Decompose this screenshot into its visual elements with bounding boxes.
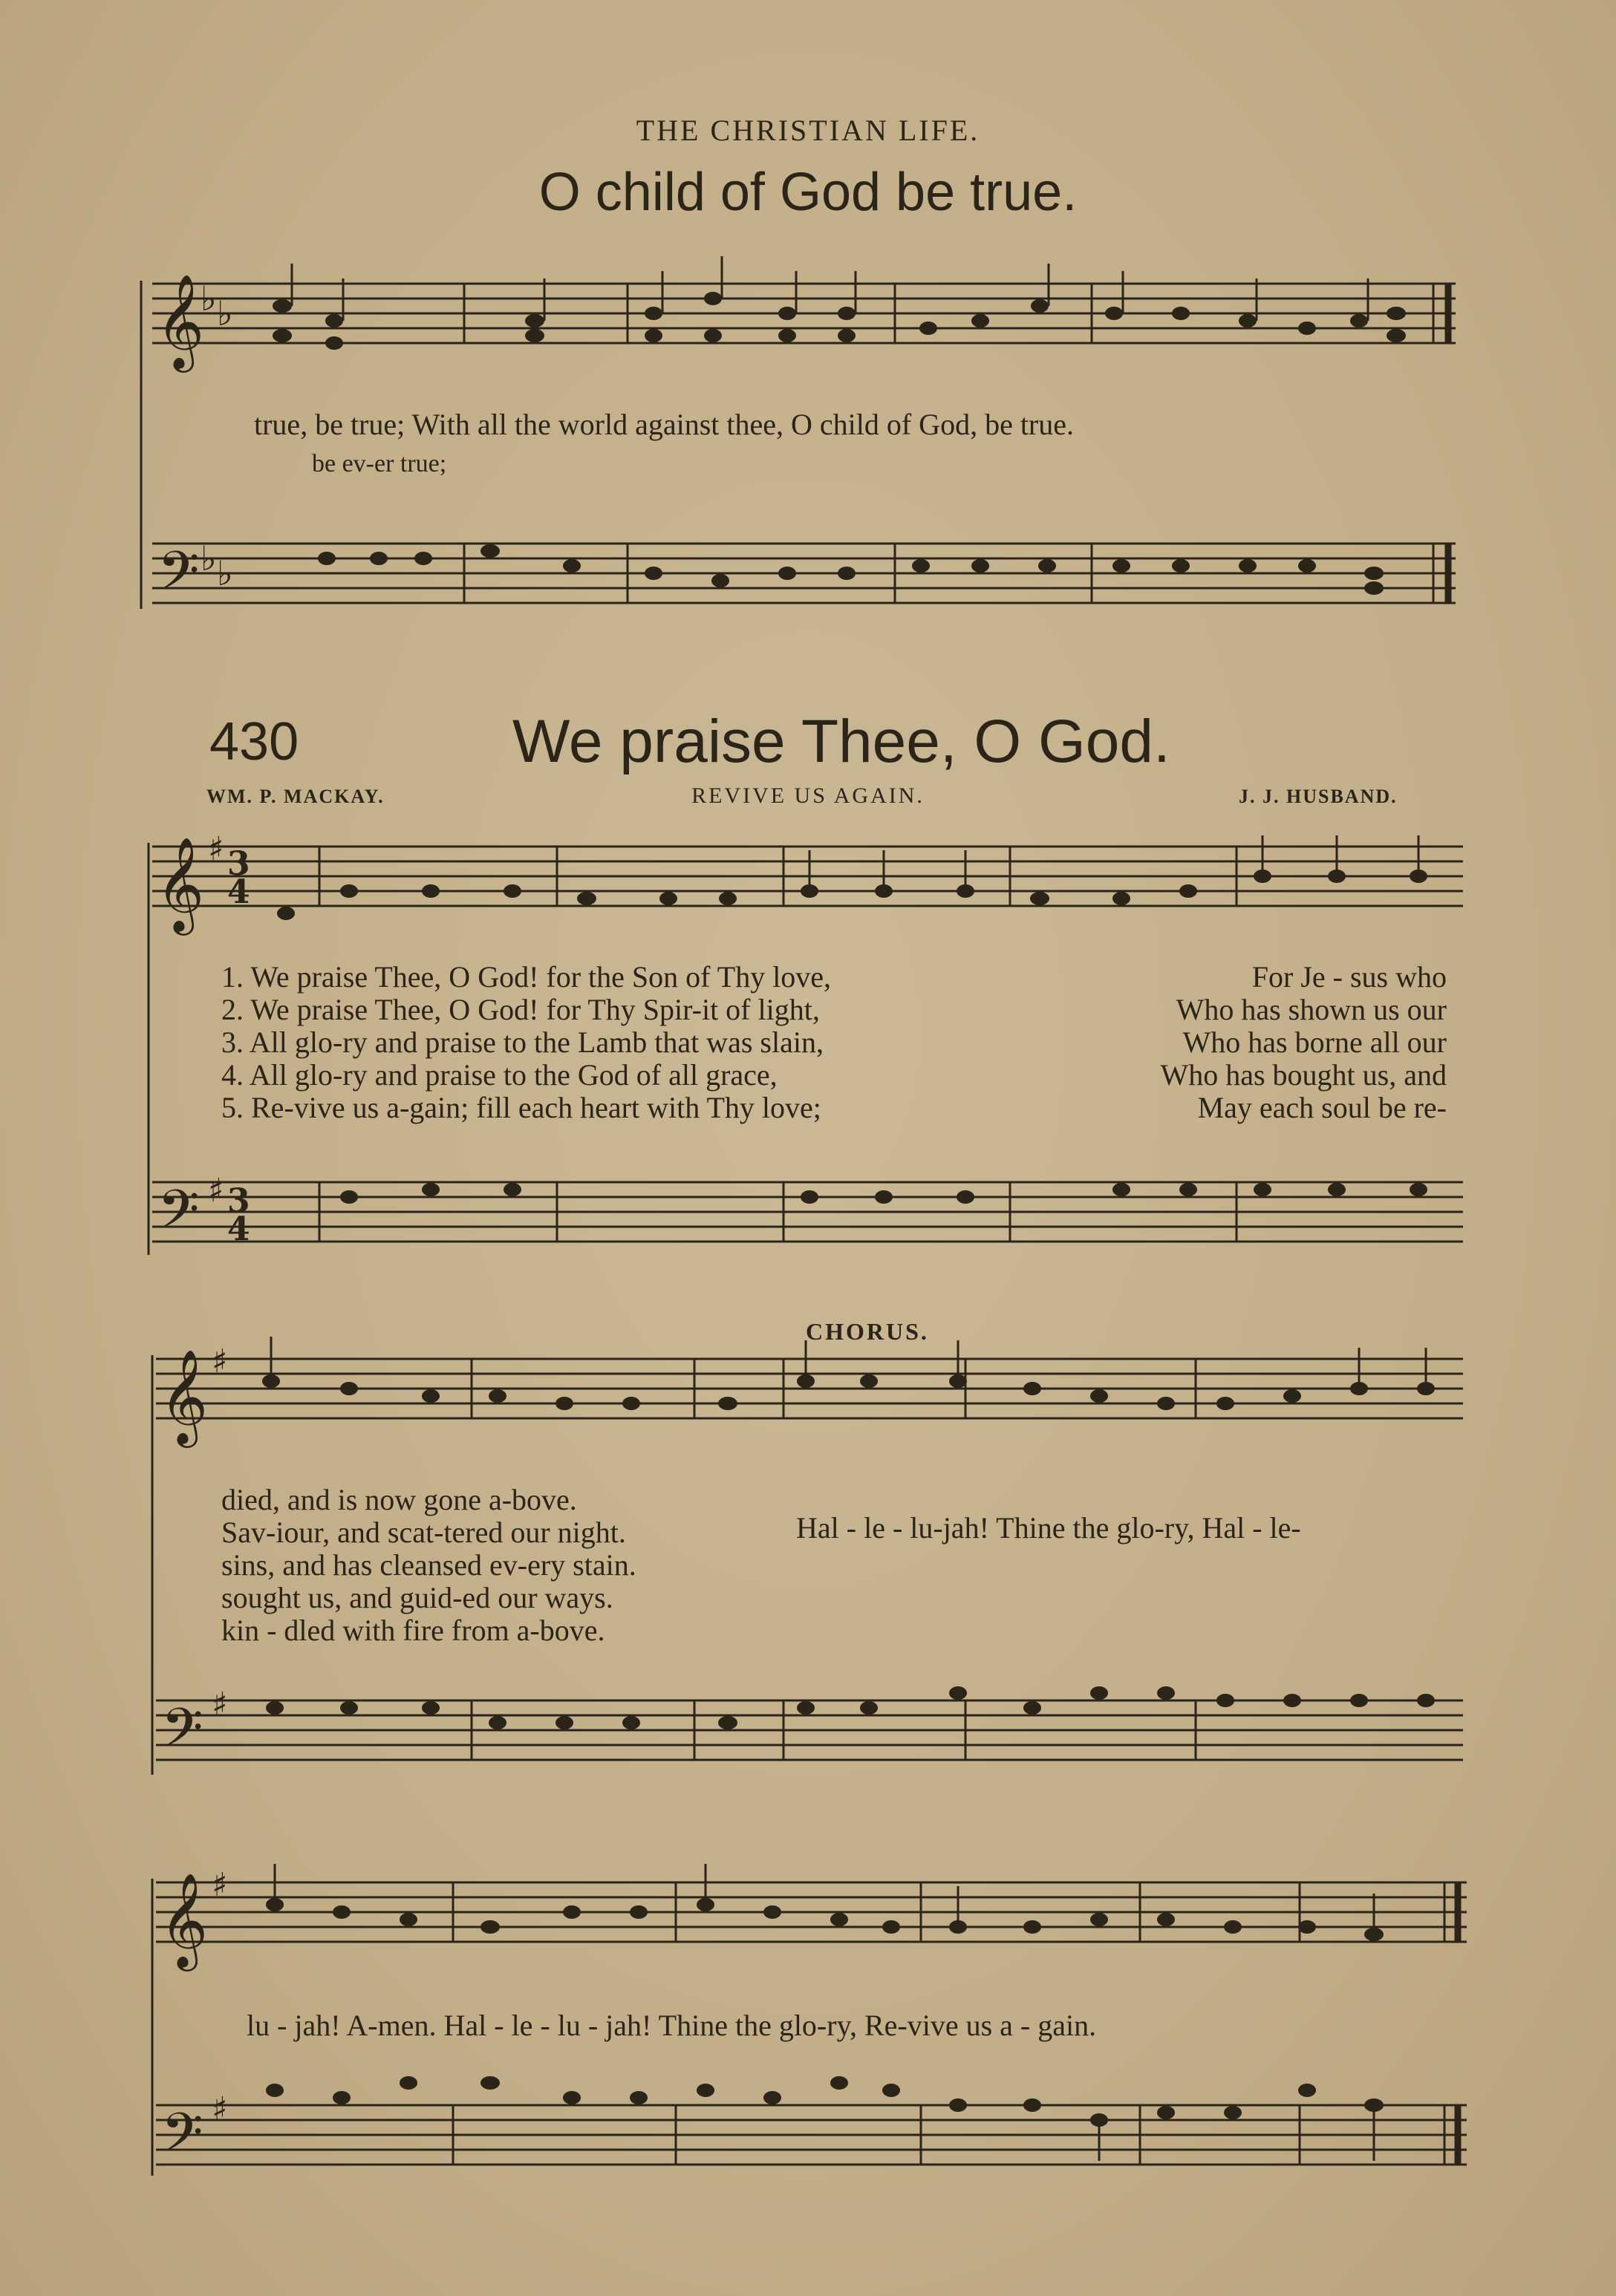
verse-ending: sins, and has cleansed ev-ery stain.: [221, 1548, 636, 1582]
verse-line: 2. We praise Thee, O God! for Thy Spir-it of light, Who has shown us our: [221, 993, 1447, 1026]
author-credit: WM. P. MACKAY.: [206, 786, 385, 807]
hymn-number: 430: [209, 712, 299, 772]
chorus-line: Hal - le - lu-jah! Thine the glo-ry, Hal - le-: [796, 1511, 1301, 1545]
svg-text:𝄞: 𝄞: [160, 1348, 209, 1444]
running-head: THE CHRISTIAN LIFE.: [636, 114, 980, 147]
svg-text:♯: ♯: [212, 1686, 228, 1723]
svg-text:♯: ♯: [208, 1172, 224, 1210]
svg-text:𝄢: 𝄢: [161, 2101, 203, 2177]
chorus-line: lu - jah! A-men. Hal - le - lu - jah! Thine the glo-ry, Re-vive us a - gain.: [247, 2009, 1097, 2042]
svg-text:𝄢: 𝄢: [161, 1696, 203, 1772]
svg-text:4: 4: [227, 873, 250, 911]
verse-ending: died, and is now gone a-bove.: [221, 1483, 577, 1516]
svg-text:𝄞: 𝄞: [156, 273, 205, 368]
svg-text:♭: ♭: [201, 278, 217, 319]
svg-text:𝄢: 𝄢: [157, 539, 200, 616]
svg-text:♯: ♯: [208, 830, 224, 868]
svg-text:3: 3: [227, 1182, 250, 1220]
composer-credit: J. J. HUSBAND.: [1239, 786, 1398, 807]
chorus-label: CHORUS.: [806, 1318, 929, 1345]
svg-text:𝄢: 𝄢: [157, 1178, 200, 1254]
svg-text:♯: ♯: [212, 1343, 228, 1380]
verse-line: 1. We praise Thee, O God! for the Son of Thy love, For Je - sus who: [221, 960, 1447, 994]
bass-staff-1: [152, 544, 1456, 603]
hymn-title: We praise Thee, O God.: [512, 708, 1170, 775]
lyric-line: true, be true; With all the world against thee, O child of God, be true.: [254, 408, 1075, 441]
svg-text:3: 3: [227, 845, 250, 883]
verse-ending: kin - dled with fire from a-bove.: [221, 1614, 605, 1647]
verse-line: 4. All glo-ry and praise to the God of all grace, Who has bought us, and: [221, 1058, 1447, 1092]
svg-text:♯: ♯: [212, 2090, 228, 2128]
verse-line: 3. All glo-ry and praise to the Lamb that was slain, Who has borne all our: [221, 1025, 1447, 1059]
verse-ending: sought us, and guid-ed our ways.: [221, 1581, 613, 1614]
lyric-line: be ev-er true;: [312, 450, 447, 477]
hymn-title-prev: O child of God be true.: [538, 163, 1078, 222]
svg-text:♭: ♭: [217, 293, 233, 333]
treble-staff-1: [152, 284, 1456, 343]
svg-text:4: 4: [227, 1210, 250, 1248]
tune-name: REVIVE US AGAIN.: [691, 783, 925, 808]
svg-text:𝄞: 𝄞: [156, 836, 205, 931]
verse-ending: Sav-iour, and scat-tered our night.: [221, 1516, 626, 1549]
verse-line: 5. Re-vive us a-gain; fill each heart with Thy love; May each soul be re-: [221, 1091, 1447, 1124]
svg-text:♯: ♯: [212, 1866, 228, 1904]
svg-text:♭: ♭: [217, 553, 233, 593]
svg-text:♭: ♭: [201, 538, 217, 578]
svg-text:𝄞: 𝄞: [160, 1872, 209, 1967]
